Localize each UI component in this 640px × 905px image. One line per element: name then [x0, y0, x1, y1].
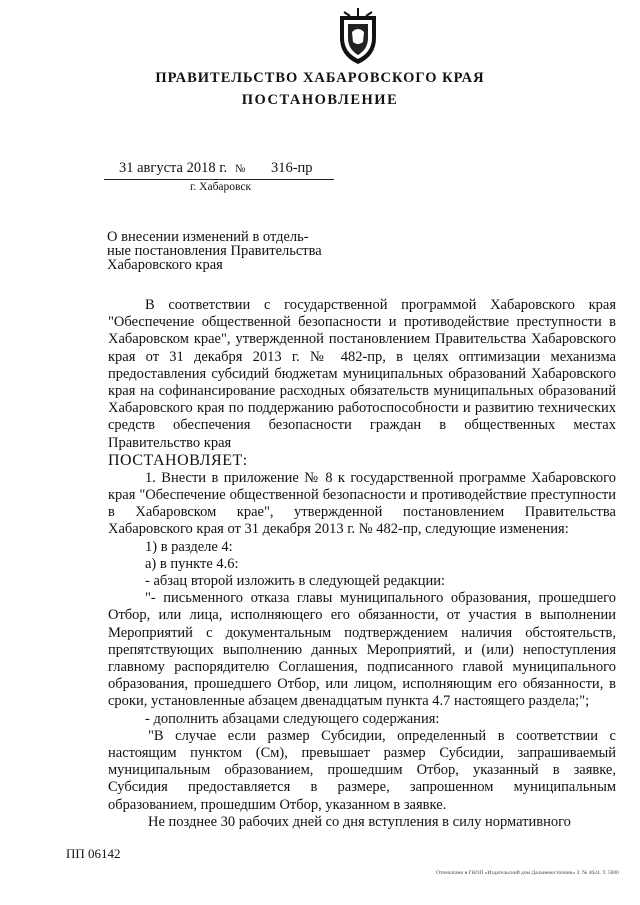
document-number: 316-пр: [270, 160, 313, 176]
subject-line: О внесении изменений в отдель-: [107, 229, 309, 245]
subject-line: ные постановления Правительства: [107, 243, 322, 259]
subject-line: Хабаровского края: [107, 257, 223, 273]
number-sign: №: [234, 163, 246, 175]
item-1-paragraph: 1. Внести в приложение № 8 к государственной программе Хабаровского края "Обеспечение общественной безопасности и противодействие преступности в Хабаровском крае", утвержденной постановлением Правительства Хабаровского края от 31 декабря 2013 г. № 482-пр, следующие изменения:: [108, 469, 616, 538]
document-subject: [107, 230, 322, 272]
document-type: ПОСТАНОВЛЕНИЕ: [241, 92, 399, 108]
print-note: Отпечатано в ГКОП «Издательский дом Дальневосточник» З. № 4624. Т. 5000: [436, 870, 619, 876]
document-body: [108, 297, 616, 831]
resolves-heading: ПОСТАНОВЛЯЕТ:: [108, 451, 248, 469]
date-number-row: [119, 160, 313, 177]
document-code: ПП 06142: [66, 846, 121, 861]
coat-of-arms-emblem: [334, 8, 382, 66]
government-name: ПРАВИТЕЛЬСТВО ХАБАРОВСКОГО КРАЯ: [155, 70, 485, 86]
document-date: 31 августа 2018 г.: [119, 160, 228, 176]
continuation-paragraph: Не позднее 30 рабочих дней со дня вступления в силу нормативного: [148, 813, 571, 830]
sub-item-paragraph: 1) в разделе 4:: [145, 538, 233, 555]
instruction-paragraph: - абзац второй изложить в следующей редакции:: [145, 573, 446, 590]
sub-item-paragraph: а) в пункте 4.6:: [145, 555, 239, 572]
preamble-paragraph: В соответствии с государственной программой Хабаровского края "Обеспечение общественной безопасности и противодействие преступности в Хабаровском крае", утвержденной постановлением Правительства Хабаровского края от 31 декабря 2013 г. № 482-пр, в целях оптимизации механизма предоставления субсидий бюджетам муниципальных образований Хабаровского края на софинансирование расходных обязательств муниципальных образований Хабаровского края по поддержанию работоспособности и развитию технических средств обеспечения безопасности граждан в общественных местах Правительство края: [108, 297, 616, 451]
instruction-paragraph: - дополнить абзацами следующего содержания:: [145, 710, 440, 727]
quoted-paragraph: "В случае если размер Субсидии, определенный в соответствии с настоящим пунктом (Cм), превышает размер Субсидии, запрашиваемый муниципальным образованием, прошедшим Отбор, указанный в заявке, Субсидия предоставляется в размере, запрошенном муниципальным образованием, прошедшим Отбор, указанном в заявке.: [108, 727, 616, 813]
city: г. Хабаровск: [190, 181, 252, 193]
quoted-paragraph: "- письменного отказа главы муниципального образования, прошедшего Отбор, или лица, исполняющего его обязанности, от участия в выполнении Мероприятий с документальным подтверждением наличия обстоятельств, препятствующих выполнению данных Мероприятий, и (или) непоступления главному распорядителю Соглашения, подписанного главой муниципального образования, прошедшего Отбор, или лицом, исполняющим его обязанности, в сроки, установленные абзацем двенадцатым пункта 4.7 настоящего раздела;";: [108, 590, 616, 710]
date-underline: [104, 179, 334, 180]
